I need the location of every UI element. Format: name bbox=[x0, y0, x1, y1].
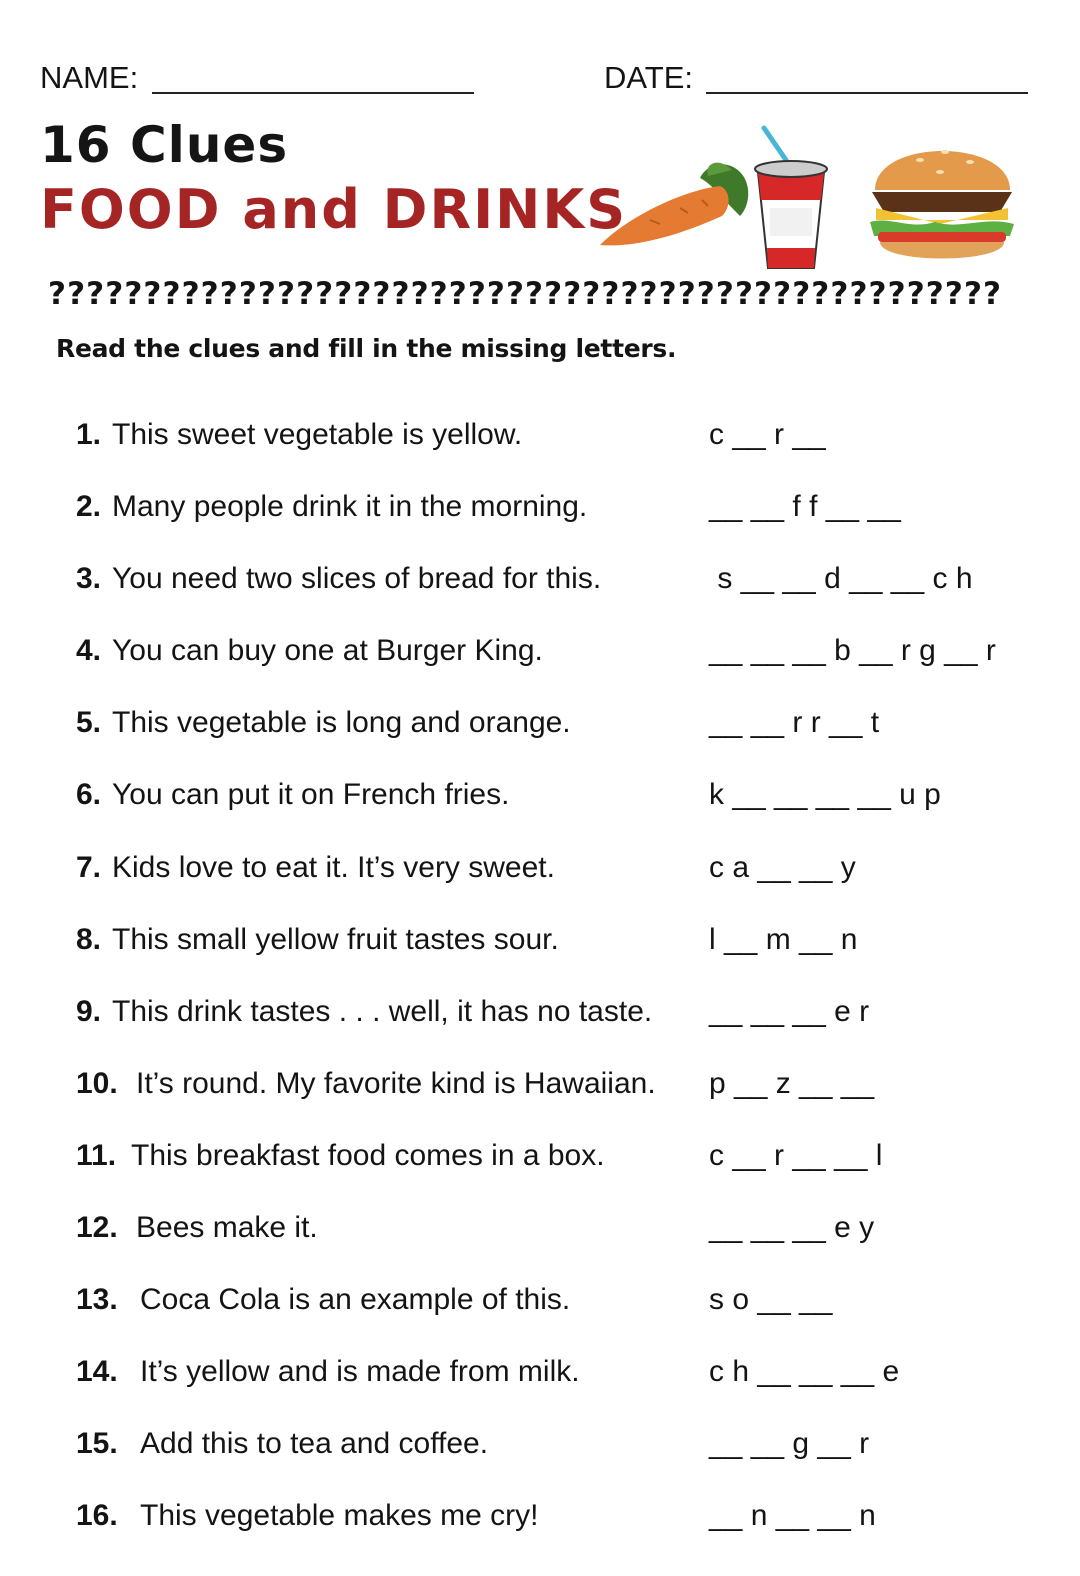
clue-row bbox=[76, 1205, 1056, 1277]
clue-text: Kids love to eat it. It’s very sweet. bbox=[112, 850, 555, 884]
question-mark-divider: ?????????????????????????????????????????????????? bbox=[48, 276, 1003, 312]
clue-row bbox=[76, 412, 1056, 484]
clue-text: This small yellow fruit tastes sour. bbox=[112, 922, 559, 956]
name-field-line[interactable] bbox=[152, 92, 474, 94]
clue-answer[interactable]: k __ __ __ __ u p bbox=[709, 778, 941, 812]
clue-answer[interactable]: l __ m __ n bbox=[709, 922, 858, 956]
clue-text: You can buy one at Burger King. bbox=[112, 634, 543, 668]
clue-text: You need two slices of bread for this. bbox=[112, 562, 602, 596]
clue-text: This breakfast food comes in a box. bbox=[131, 1138, 605, 1172]
clue-text: This vegetable makes me cry! bbox=[140, 1499, 539, 1533]
clue-answer[interactable]: s o __ __ bbox=[709, 1283, 833, 1317]
clue-answer[interactable]: p __ z __ __ bbox=[709, 1066, 875, 1100]
clue-number: 12. bbox=[76, 1211, 118, 1245]
clue-answer[interactable]: __ __ __ e r bbox=[709, 994, 870, 1028]
clue-row bbox=[76, 700, 1056, 772]
clue-text: It’s yellow and is made from milk. bbox=[140, 1355, 580, 1389]
clue-answer[interactable]: __ n __ __ n bbox=[709, 1499, 876, 1533]
clue-answer[interactable]: s __ __ d __ __ c h bbox=[709, 562, 973, 596]
food-illustrations bbox=[590, 120, 1020, 280]
clue-number: 14. bbox=[76, 1355, 118, 1389]
clue-answer[interactable]: c h __ __ __ e bbox=[709, 1355, 900, 1389]
clue-number: 9. bbox=[76, 994, 102, 1028]
clue-answer[interactable]: c __ r __ __ l bbox=[709, 1138, 883, 1172]
clue-answer[interactable]: __ __ r r __ t bbox=[709, 706, 880, 740]
clue-number: 11. bbox=[76, 1138, 117, 1172]
clue-row bbox=[76, 484, 1056, 556]
instructions: Read the clues and fill in the missing letters. bbox=[56, 334, 677, 363]
clue-text: This drink tastes . . . well, it has no taste. bbox=[112, 994, 653, 1028]
clue-number: 6. bbox=[76, 778, 102, 812]
clue-number: 10. bbox=[76, 1066, 118, 1100]
hamburger-icon bbox=[870, 150, 1014, 259]
clue-text: Coca Cola is an example of this. bbox=[140, 1283, 571, 1317]
clue-text: It’s round. My favorite kind is Hawaiian. bbox=[136, 1066, 656, 1100]
clue-row bbox=[76, 1493, 1056, 1565]
date-label: DATE: bbox=[604, 60, 693, 95]
clue-answer[interactable]: __ __ __ b __ r g __ r bbox=[709, 634, 996, 668]
clue-answer[interactable]: __ __ f f __ __ bbox=[709, 490, 901, 524]
clue-number: 3. bbox=[76, 562, 102, 596]
clue-number: 5. bbox=[76, 706, 102, 740]
soda-cup-icon bbox=[755, 128, 827, 268]
clue-row bbox=[76, 772, 1056, 844]
carrot-icon bbox=[600, 163, 748, 246]
clue-answer[interactable]: c a __ __ y bbox=[709, 850, 856, 884]
clue-row bbox=[76, 989, 1056, 1061]
clue-number: 13. bbox=[76, 1283, 118, 1317]
clue-text: This vegetable is long and orange. bbox=[112, 706, 571, 740]
clue-row bbox=[76, 1061, 1056, 1133]
clue-text: Add this to tea and coffee. bbox=[140, 1427, 489, 1461]
clue-number: 7. bbox=[76, 850, 102, 884]
clue-number: 16. bbox=[76, 1499, 118, 1533]
clue-text: You can put it on French fries. bbox=[112, 778, 510, 812]
clue-number: 4. bbox=[76, 634, 102, 668]
clue-row bbox=[76, 1133, 1056, 1205]
clue-row bbox=[76, 628, 1056, 700]
clue-number: 1. bbox=[76, 418, 102, 451]
clue-answer[interactable]: c __ r __ bbox=[709, 418, 826, 451]
date-field-line[interactable] bbox=[706, 92, 1028, 94]
clue-number: 8. bbox=[76, 922, 102, 956]
name-date-row bbox=[40, 60, 1040, 100]
clue-answer[interactable]: __ __ g __ r bbox=[709, 1427, 870, 1461]
clue-text: Bees make it. bbox=[136, 1211, 318, 1245]
name-label: NAME: bbox=[40, 60, 139, 95]
clue-number: 2. bbox=[76, 490, 102, 524]
worksheet-subtitle: FOOD and DRINKS bbox=[40, 178, 628, 241]
clue-row bbox=[76, 845, 1056, 917]
clue-text: Many people drink it in the morning. bbox=[112, 490, 588, 524]
clue-row bbox=[76, 917, 1056, 989]
clue-list bbox=[76, 412, 1056, 1566]
clue-row bbox=[76, 1277, 1056, 1349]
clue-row bbox=[76, 1349, 1056, 1421]
worksheet-title: 16 Clues bbox=[40, 116, 289, 174]
clue-text: This sweet vegetable is yellow. bbox=[112, 418, 523, 451]
clue-row bbox=[76, 1421, 1056, 1493]
clue-row bbox=[76, 556, 1056, 628]
clue-answer[interactable]: __ __ __ e y bbox=[709, 1211, 875, 1245]
clue-number: 15. bbox=[76, 1427, 118, 1461]
